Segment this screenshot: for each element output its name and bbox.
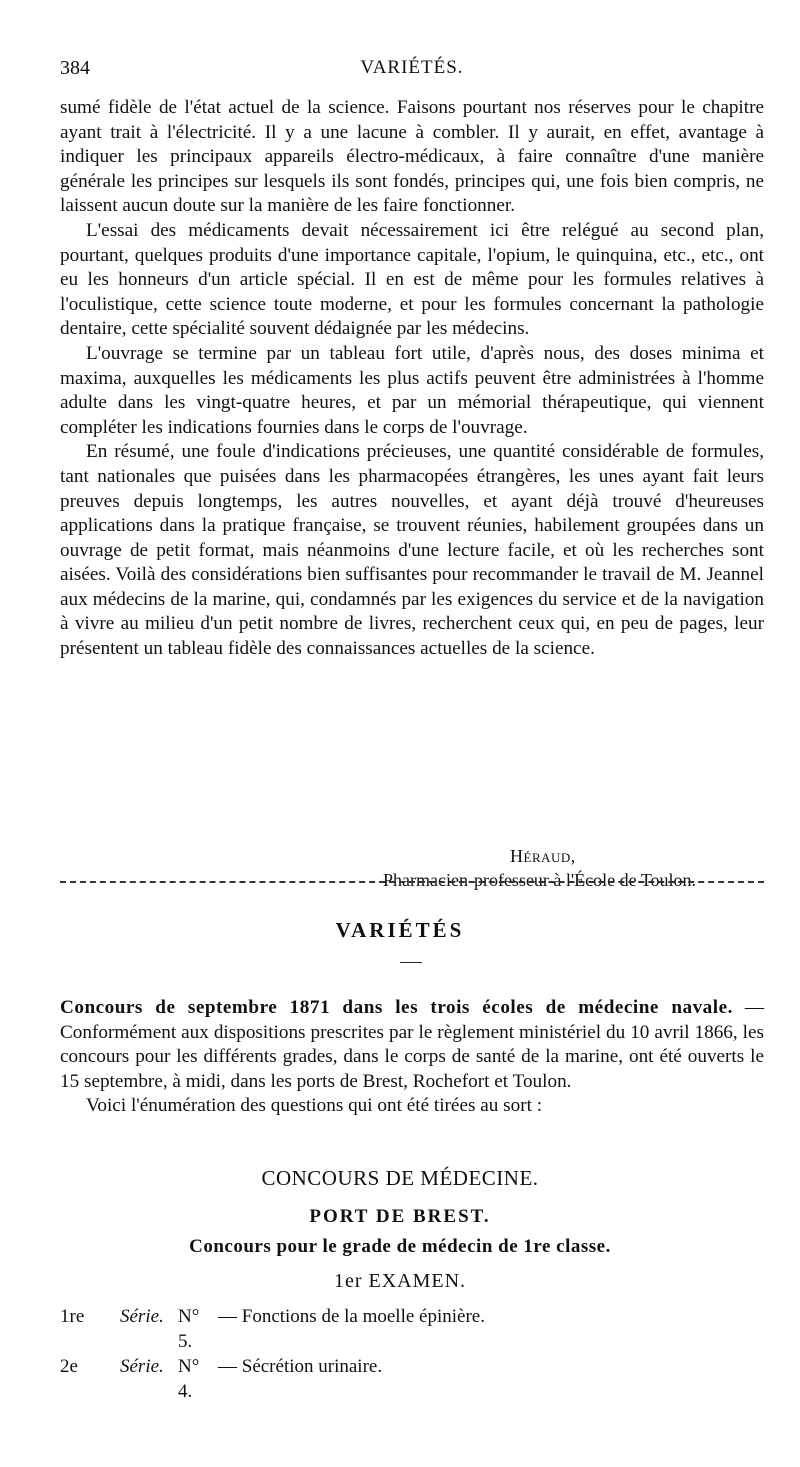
article-paragraph-2: Voici l'énumération des questions qui ont été tirées au sort :: [86, 1095, 543, 1117]
heading-concours: CONCOURS DE MÉDECINE.: [261, 1166, 539, 1190]
section-divider: [60, 881, 764, 883]
review-paragraph-4: En résumé, une foule d'indications précieuses, une quantité considérable de formules, tant nationales que puisées dans les pharmacopées étrangères, les unes ayant fait leurs preuves depuis longtemps, les autres nouvelles, et ayant déjà trouvé d'heureuses applications dans la pratique française, se trouvent réunies, habilement groupées dans un ouvrage de petit format, mais néanmoins d'une lecture facile, et où les recherches sont aisées. Voilà des considérations bien suffisantes pour recommander le travail de M. Jeannel aux médecins de la marine, qui, condamnés par les exigences du service et de la navigation à vivre au milieu d'un petit nombre de livres, recherchent ceux qui, en peu de pages, leur présentent un tableau fidèle des connaissances actuelles de la science.: [60, 441, 764, 660]
article-lead-text: — Conformément aux dispositions prescrites par le règlement ministériel du 10 avril 1866, les concours pour les différents grades, dans le corps de santé de la marine, ont été ouverts le 15 septembre, à midi, dans les ports de Brest, Rochefort et Toulon.: [60, 997, 765, 1092]
signature-name: Héraud,: [510, 846, 576, 866]
running-head: VARIÉTÉS.: [360, 57, 464, 78]
item-label: 1re: [60, 1306, 85, 1327]
review-paragraph-1: sumé fidèle de l'état actuel de la science. Faisons pourtant nos réserves pour le chapitre ayant trait à l'électricité. Il y a une lacune à combler. Il y aurait, en effet, avantage à indiquer les principaux appareils électro-médicaux, à faire connaître d'une manière générale les principes sur lesquels ils sont fondés, principes qui, une fois bien compris, ne laissent aucun doute sur la manière de les faire fonctionner.: [60, 97, 764, 217]
review-paragraph-3: L'ouvrage se termine par un tableau fort utile, d'après nous, des doses minima et maxima, auxquelles les médicaments les plus actifs peuvent être administrées à l'homme adulte dans les vingt-quatre heures, et par un mémorial thérapeutique, qui viennent compléter les indications fournies dans le corps de l'ouvrage.: [60, 342, 764, 438]
review-text: [60, 96, 764, 662]
item-number: N° 5.: [178, 1306, 200, 1352]
page-number: 384: [60, 57, 90, 79]
page-header: [60, 57, 764, 85]
section-title: VARIÉTÉS: [335, 918, 465, 942]
article-text: [60, 996, 764, 1119]
item-serie: Série.: [120, 1356, 164, 1377]
item-label: 2e: [60, 1356, 78, 1377]
list-item: [60, 1304, 764, 1354]
article-paragraph-1: [60, 996, 764, 1094]
article-lead: Concours de septembre 1871 dans les trois écoles de médecine navale.: [60, 997, 733, 1018]
heading-port: PORT DE BREST.: [309, 1206, 491, 1227]
heading-exam: 1er EXAMEN.: [333, 1270, 467, 1292]
heading-grade: Concours pour le grade de médecin de 1re classe.: [189, 1236, 611, 1257]
item-text: — Sécrétion urinaire.: [218, 1356, 383, 1377]
item-text: — Fonctions de la moelle épinière.: [218, 1306, 485, 1327]
review-paragraph-2: L'essai des médicaments devait nécessairement ici être relégué au second plan, pourtant, quelques produits d'une importance capitale, l'opium, le quinquina, etc., etc., ont eu les honneurs d'un article spécial. Il en est de même pour les formules relatives à l'oculistique, cette science toute moderne, et pour les formules concernant la pathologie dentaire, cette spécialité souvent dédaignée par les médecins.: [60, 219, 764, 340]
item-number: N° 4.: [178, 1356, 200, 1402]
short-divider: [400, 962, 422, 963]
signature-title: Pharmacien-professeur à l'École de Toulon.: [383, 870, 697, 890]
item-serie: Série.: [120, 1306, 164, 1327]
list-item: [60, 1354, 764, 1404]
question-list: [60, 1304, 764, 1404]
